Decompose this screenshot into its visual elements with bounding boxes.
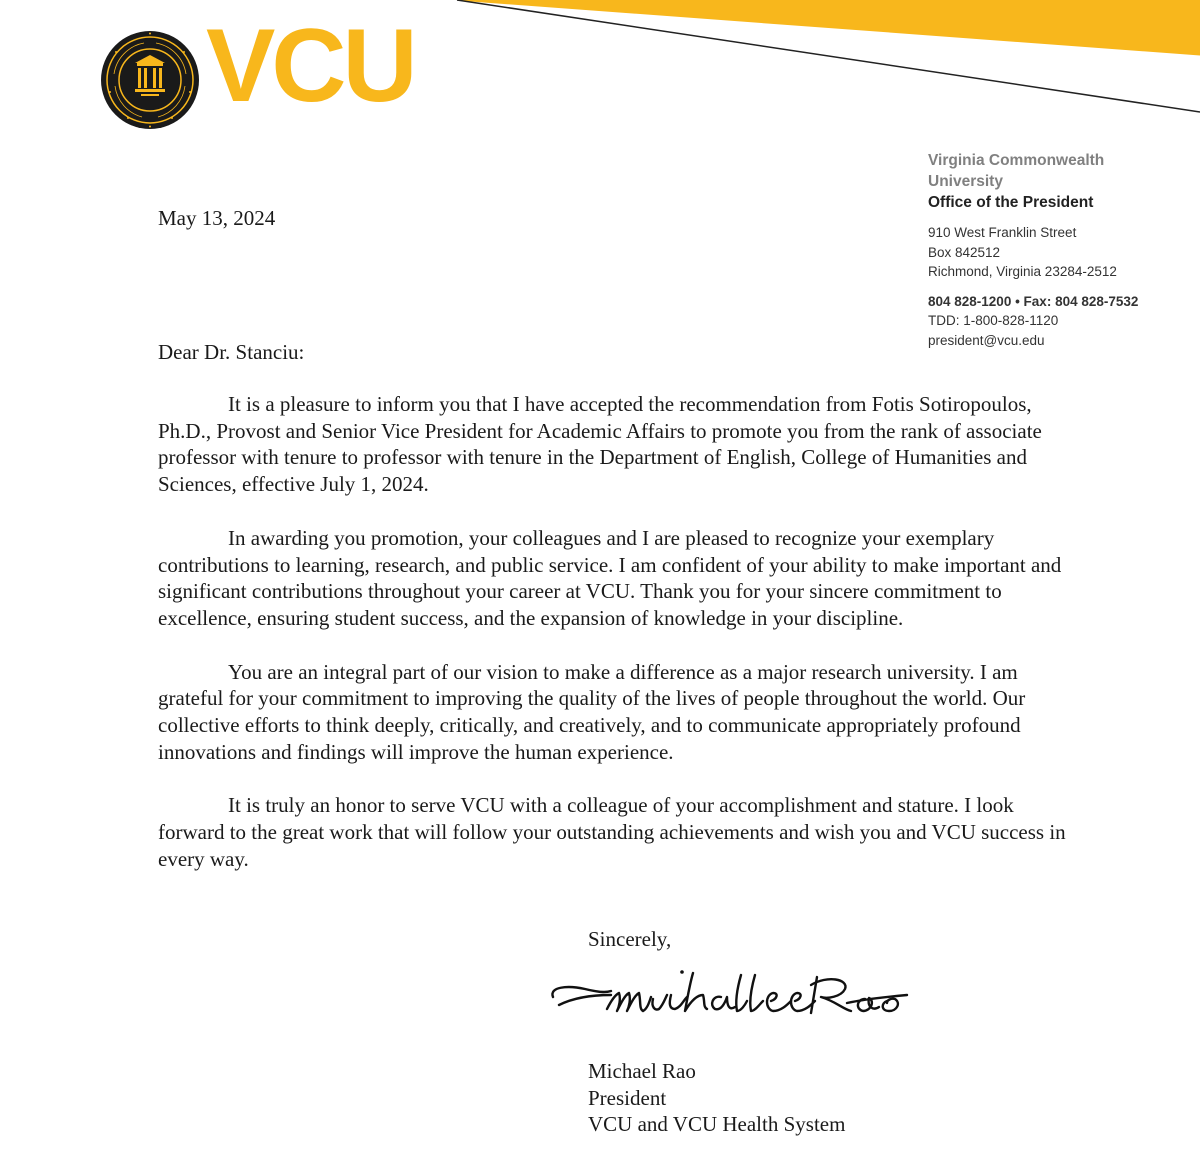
phone-fax: 804 828-1200 • Fax: 804 828-7532 (928, 293, 1139, 309)
office-name: Office of the President (928, 194, 1094, 211)
signer-title: President (588, 1085, 667, 1110)
paragraph: In awarding you promotion, your colleagues and I are pleased to recognize your exemplary contributions to learning, research, and public service. I am confident of your ability to make important and significant contributions throughout your career at VCU. Thank you for your sincere commitment to excellence, ensuring student success, and the expansion of knowledge in your discipline. (158, 525, 1062, 630)
letter-body (158, 391, 1068, 900)
closing: Sincerely, (588, 927, 672, 951)
address-box: Box 842512 (928, 244, 1001, 260)
tdd-number: TDD: 1-800-828-1120 (928, 313, 1059, 328)
signer-name: Michael Rao (588, 1059, 696, 1083)
address-street: 910 West Franklin Street (928, 225, 1077, 240)
university-name-line-2: University (928, 173, 1003, 190)
paragraph: It is a pleasure to inform you that I have accepted the recommendation from Fotis Sotiropoulos, Ph.D., Provost and Senior Vice President for Academic Affairs to promote you from the rank of associate professor with tenure to professor with tenure in the Department of English, College of Humanities and Sciences, effective July 1, 2024. (158, 392, 1042, 497)
signature-image (545, 965, 910, 1025)
paragraph: It is truly an honor to serve VCU with a colleague of your accomplishment and stature. I look forward to the great work that will follow your outstanding achievements and wish you and VCU success in every way. (158, 793, 1066, 871)
vcu-wordmark: VCU (206, 8, 414, 124)
paragraph: You are an integral part of our vision to make a difference as a major research university. I am grateful for your commitment to improving the quality of the lives of people throughout the world. Our collective efforts to think deeply, critically, and creatively, and to communicate appropriately profound innovations and findings will improve the human experience. (158, 659, 1026, 764)
email-address: president@vcu.edu (928, 332, 1045, 348)
salutation: Dear Dr. Stanciu: (158, 340, 305, 364)
signature-block (588, 1058, 845, 1138)
signer-organization: VCU and VCU Health System (588, 1112, 846, 1136)
address-city: Richmond, Virginia 23284-2512 (928, 264, 1117, 279)
letterhead (928, 150, 1158, 350)
letter-date: May 13, 2024 (158, 206, 276, 230)
university-name-line-1: Virginia Commonwealth (928, 152, 1105, 169)
university-seal-icon (100, 30, 200, 130)
